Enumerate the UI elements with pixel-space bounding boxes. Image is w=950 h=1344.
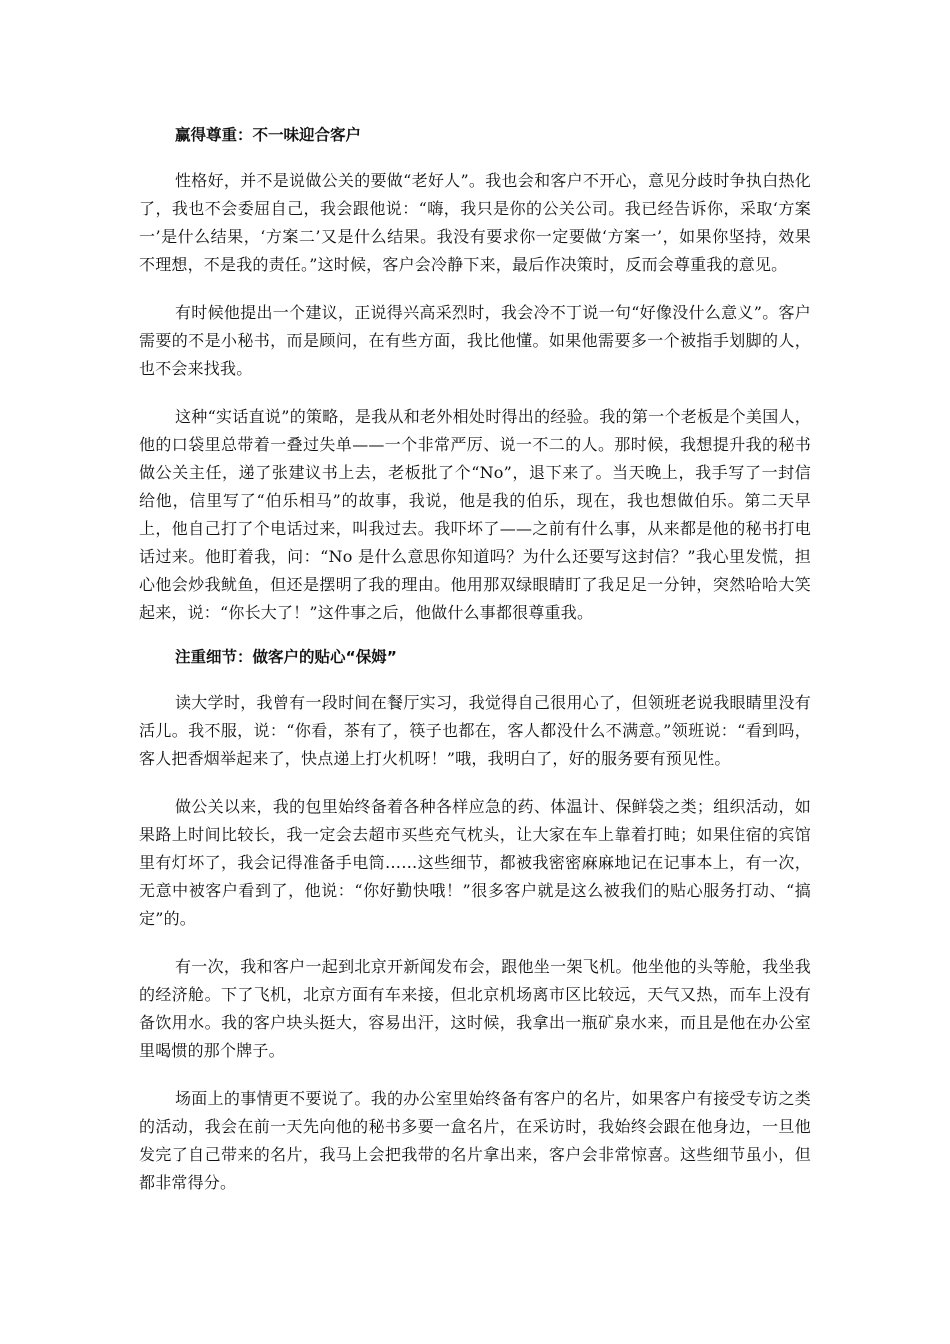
paragraph: 这种“实话直说”的策略，是我从和老外相处时得出的经验。我的第一个老板是个美国人，他的口袋里总带着一叠过失单——一个非常严厉、说一不二的人。那时候，我想提升我的秘书做公关主任，递了张建议书上去，老板批了个“No”，退下来了。当天晚上，我手写了一封信给他，信里写了“伯乐相马”的故事，我说，他是我的伯乐，现在，我也想做伯乐。第二天早上，他自己打了个电话过来，叫我过去。我吓坏了——之前有什么事，从来都是他的秘书打电话过来。他盯着我，问：“No 是什么意思你知道吗？为什么还要写这封信？”我心里发慌，担心他会炒我鱿鱼，但还是摆明了我的理由。他用那双绿眼睛盯了我足足一分钟，突然哈哈大笑起来，说：“你长大了！”这件事之后，他做什么事都很尊重我。 xyxy=(139,407,811,622)
paragraph: 场面上的事情更不要说了。我的办公室里始终备有客户的名片，如果客户有接受专访之类的活动，我会在前一天先向他的秘书多要一盒名片，在采访时，我始终会跟在他身边，一旦他发完了自己带来的名片，我马上会把我带的名片拿出来，客户会非常惊喜。这些细节虽小，但都非常得分。 xyxy=(139,1089,811,1192)
paragraph: 性格好，并不是说做公关的要做“老好人”。我也会和客户不开心，意见分歧时争执白热化了，我也不会委屈自己，我会跟他说：“嗨，我只是你的公关公司。我已经告诉你，采取‘方案一’是什么结果，‘方案二’又是什么结果。我没有要求你一定要做‘方案一’，如果你坚持，效果不理想，不是我的责任。”这时候，客户会冷静下来，最后作决策时，反而会尊重我的意见。 xyxy=(139,171,811,274)
paragraph: 做公关以来，我的包里始终备着各种各样应急的药、体温计、保鲜袋之类；组织活动，如果路上时间比较长，我一定会去超市买些充气枕头，让大家在车上靠着打盹；如果住宿的宾馆里有灯坏了，我会记得准备手电筒……这些细节，都被我密密麻麻地记在记事本上，有一次，无意中被客户看到了，他说：“你好勤快哦！”很多客户就是这么被我们的贴心服务打动、“搞定”的。 xyxy=(139,797,811,928)
document-page xyxy=(139,123,811,1217)
paragraph: 读大学时，我曾有一段时间在餐厅实习，我觉得自己很用心了，但领班老说我眼睛里没有活儿。我不服，说：“你看，茶有了，筷子也都在，客人都没什么不满意。”领班说：“看到吗，客人把香烟举起来了，快点递上打火机呀！”哦，我明白了，好的服务要有预见性。 xyxy=(139,693,811,768)
section-heading-details: 注重细节：做客户的贴心“保姆” xyxy=(175,648,397,666)
paragraph: 有一次，我和客户一起到北京开新闻发布会，跟他坐一架飞机。他坐他的头等舱，我坐我的经济舱。下了飞机，北京方面有车来接，但北京机场离市区比较远，天气又热，而车上没有备饮用水。我的客户块头挺大，容易出汗，这时候，我拿出一瓶矿泉水来，而且是他在办公室里喝惯的那个牌子。 xyxy=(139,957,811,1060)
section-heading-respect: 赢得尊重：不一味迎合客户 xyxy=(175,126,362,144)
paragraph: 有时候他提出一个建议，正说得兴高采烈时，我会冷不丁说一句“好像没什么意义”。客户需要的不是小秘书，而是顾问，在有些方面，我比他懂。如果他需要多一个被指手划脚的人，也不会来找我。 xyxy=(139,303,811,378)
